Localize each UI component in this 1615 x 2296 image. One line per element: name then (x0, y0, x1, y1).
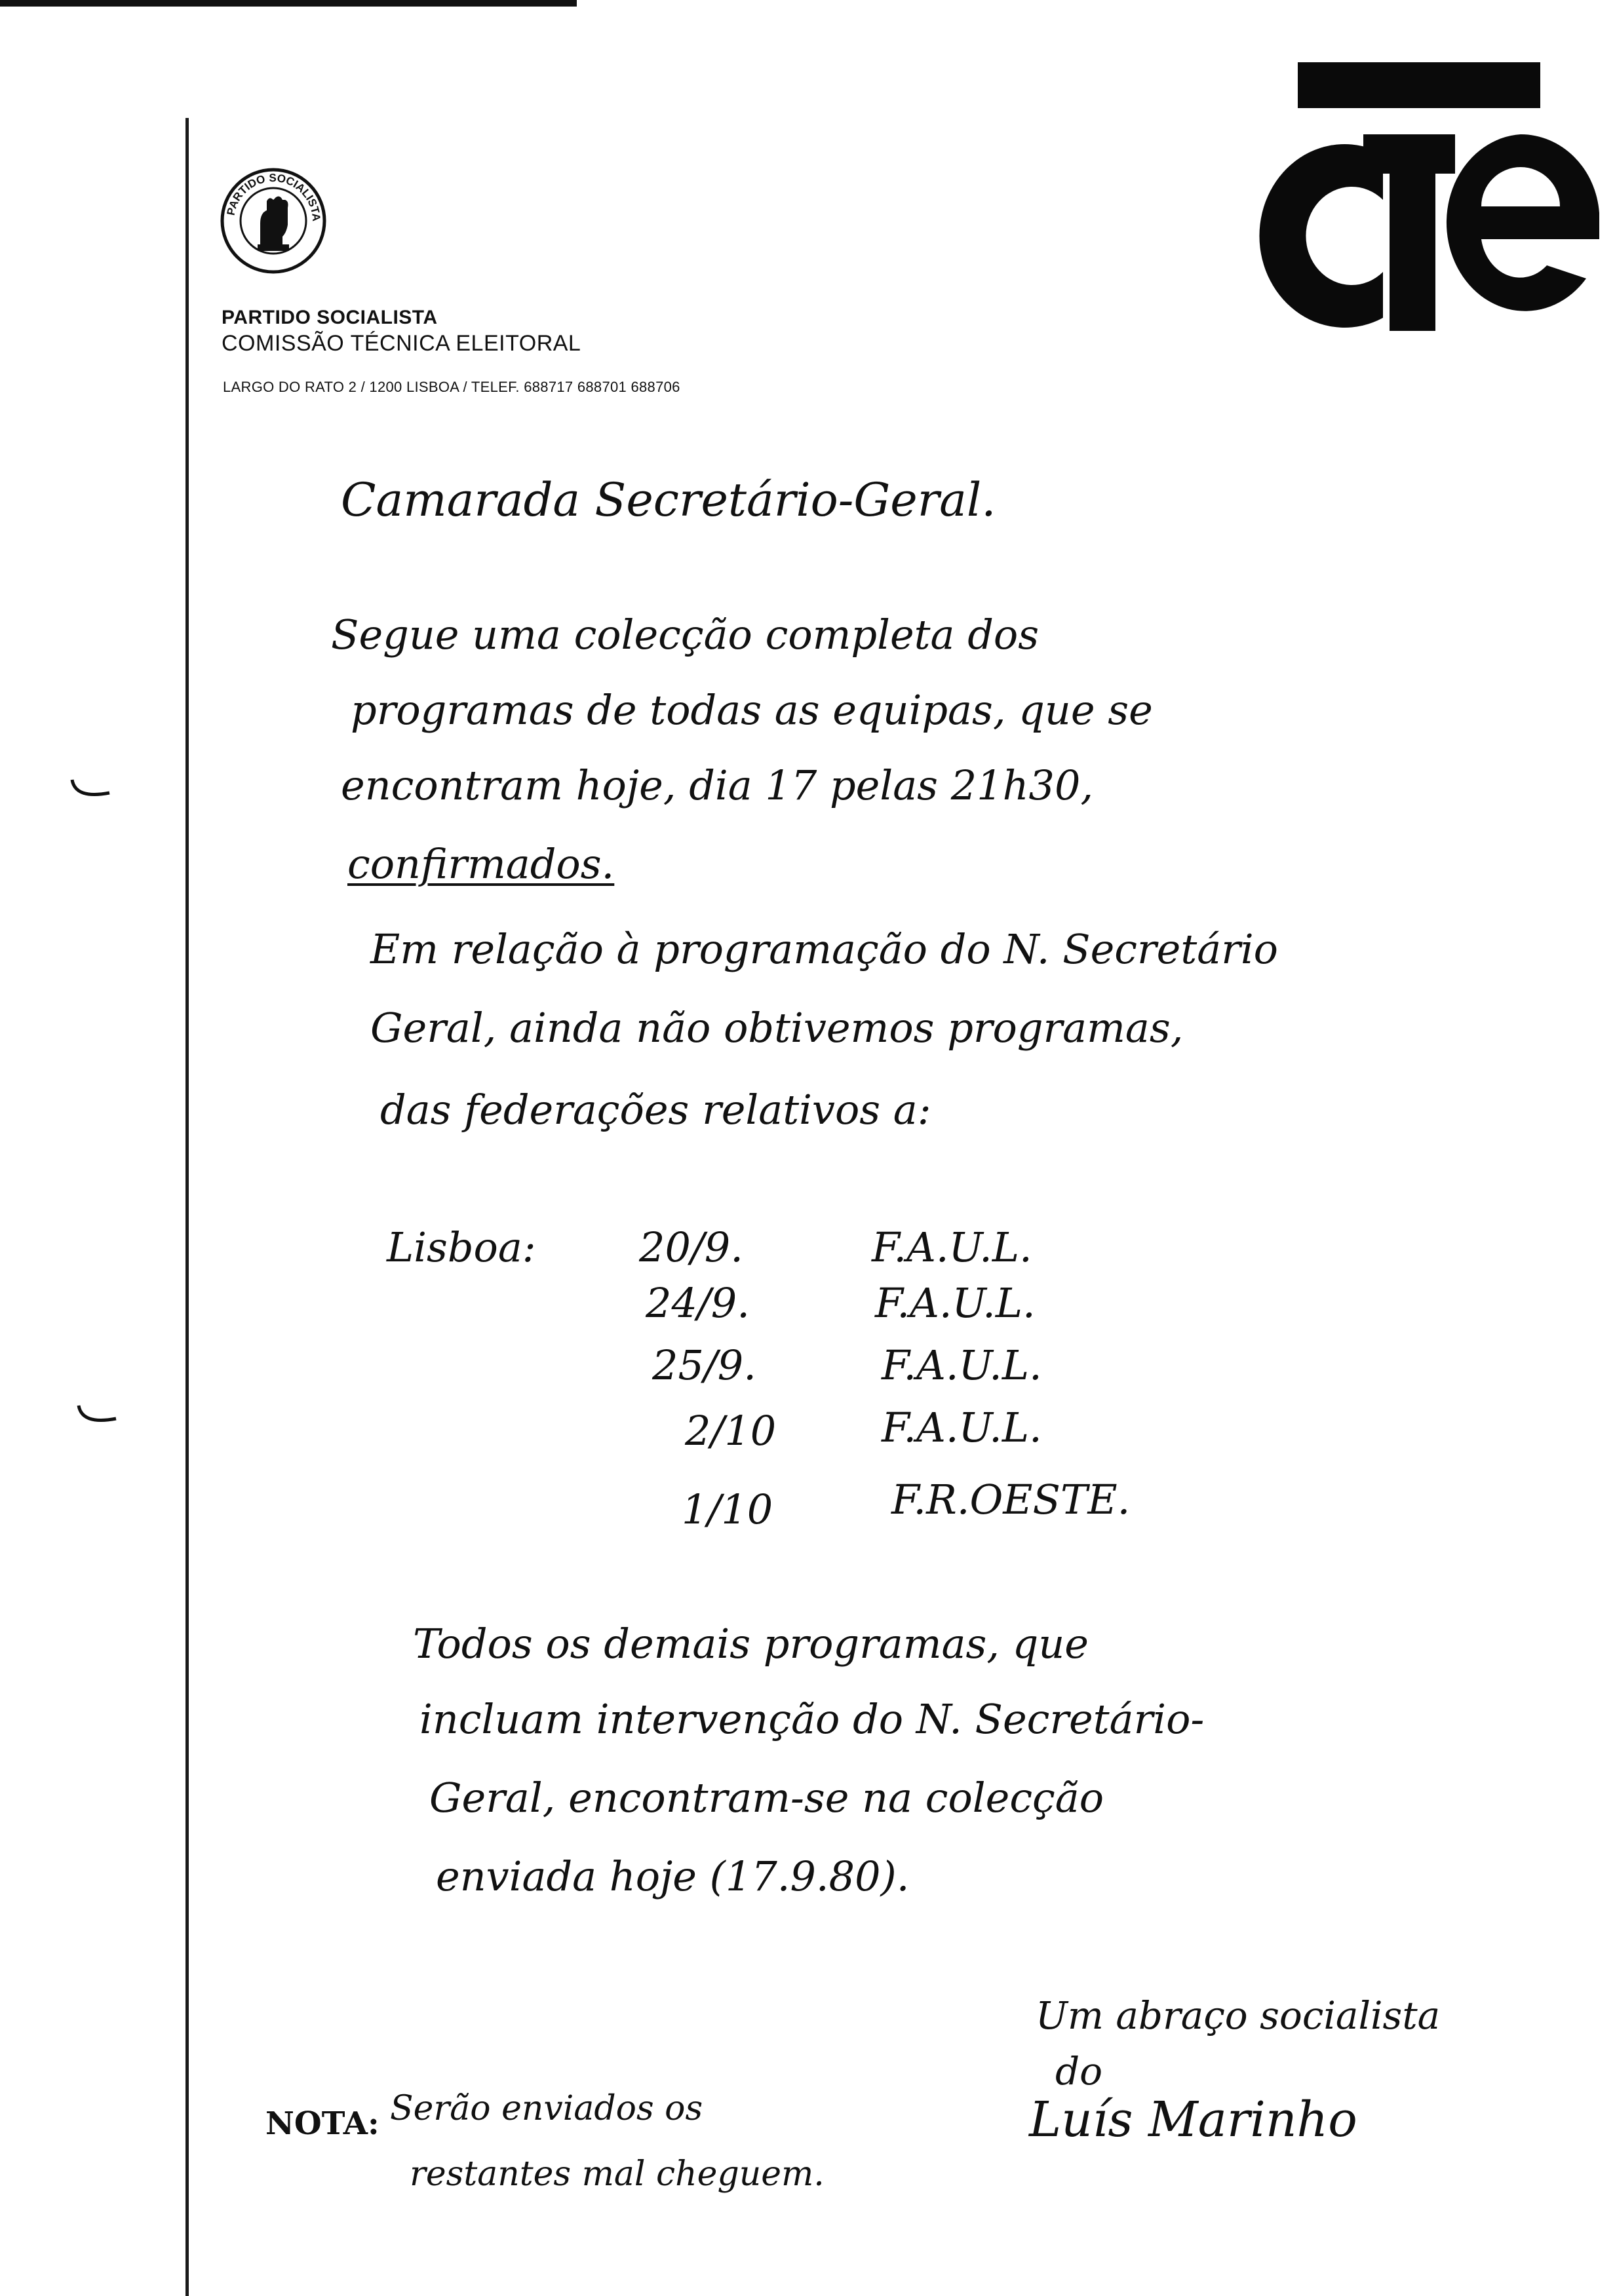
paragraph-3-line: Todos os demais programas, que (413, 1620, 1089, 1668)
closing: Um abraço socialista (1036, 1993, 1441, 2038)
salutation: Camarada Secretário-Geral. (341, 473, 996, 527)
margin-rule (185, 118, 189, 2296)
closing-do: do (1055, 2049, 1103, 2094)
paragraph-2-line: Em relação à programação do N. Secretário (370, 925, 1279, 973)
schedule-label: Lisboa: (387, 1223, 536, 1271)
paragraph-1-line: encontram hoje, dia 17 pelas 21h30, (341, 761, 1094, 809)
paragraph-1-line: confirmados. (347, 840, 615, 888)
schedule-federation: F.R.OESTE. (891, 1476, 1131, 1523)
party-seal-icon (220, 167, 328, 275)
note-line: Serão enviados os (390, 2089, 703, 2128)
paragraph-2-line: das federações relativos a: (380, 1086, 931, 1134)
schedule-date: 24/9. (646, 1279, 750, 1327)
paragraph-3-line: incluam intervenção do N. Secretário- (419, 1695, 1205, 1743)
punch-hole-mark (69, 776, 115, 803)
note-label: NOTA: (265, 2105, 379, 2142)
paragraph-3-line: Geral, encontram-se na colecção (429, 1774, 1104, 1822)
schedule-federation: F.A.U.L. (882, 1404, 1042, 1451)
signature: Luís Marinho (1029, 2092, 1357, 2148)
schedule-date: 2/10 (685, 1407, 777, 1455)
paragraph-1-line: programas de todas as equipas, que se (351, 686, 1153, 734)
top-edge-bar (0, 0, 577, 7)
svg-text:PARTIDO SOCIALISTA: PARTIDO SOCIALISTA (224, 171, 323, 222)
schedule-date: 20/9. (639, 1223, 743, 1271)
paragraph-2-line: Geral, ainda não obtivemos programas, (370, 1004, 1184, 1052)
schedule-federation: F.A.U.L. (882, 1341, 1042, 1389)
paragraph-3-line: enviada hoje (17.9.80). (436, 1852, 910, 1900)
cte-logo (1232, 62, 1599, 337)
schedule-federation: F.A.U.L. (875, 1279, 1036, 1327)
schedule-date: 25/9. (652, 1341, 756, 1389)
punch-hole-mark (75, 1402, 121, 1428)
commission-name: COMISSÃO TÉCNICA ELEITORAL (222, 331, 581, 356)
letterhead-address: LARGO DO RATO 2 / 1200 LISBOA / TELEF. 688717 688701 688706 (223, 379, 680, 395)
note-line: restantes mal cheguem. (410, 2154, 825, 2194)
schedule-federation: F.A.U.L. (872, 1223, 1032, 1271)
party-name: PARTIDO SOCIALISTA (222, 307, 438, 328)
schedule-date: 1/10 (682, 1485, 773, 1533)
paragraph-1-line: Segue uma colecção completa dos (331, 611, 1040, 659)
